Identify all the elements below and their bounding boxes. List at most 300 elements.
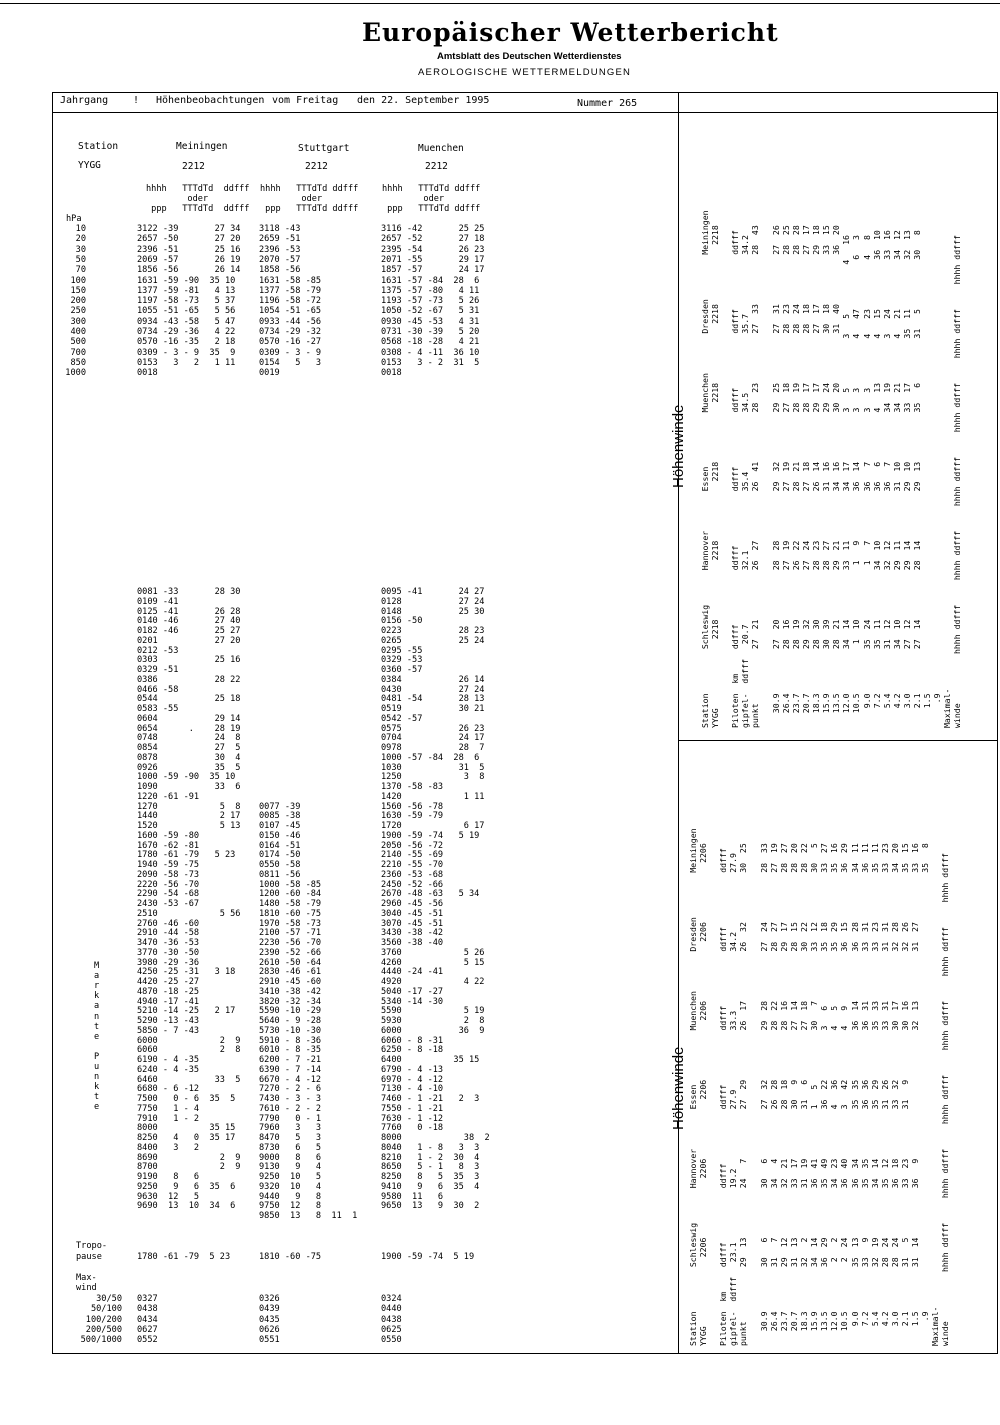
sig-row-meiningen: 1090 33 6 <box>137 782 241 792</box>
wind-row <box>761 210 771 728</box>
sig-row-meiningen: 2090 -58 -73 <box>137 869 200 880</box>
header-rule <box>52 112 998 113</box>
sig-row-stuttgart: 1480 -58 -79 <box>259 899 322 909</box>
std-cell: 2071 -55 29 17 <box>381 254 485 265</box>
std-cell: 1377 -58 -79 <box>259 285 322 296</box>
level-label: 850 <box>70 357 86 368</box>
sig-row-meiningen: 6060 2 8 <box>137 1045 241 1056</box>
markante-punkte-letter: t <box>94 1092 100 1103</box>
level-label: 10 <box>75 224 86 234</box>
wind-row: 1.5 31 14 36 9 32 13 31 27 33 16 <box>910 843 921 1346</box>
sig-row-meiningen: 0081 -33 28 30 <box>137 587 241 597</box>
header-obs: Höhenbeobachtungen <box>156 95 265 106</box>
wind-row: punkt 29 13 24 7 27 29 26 17 26 32 30 25 <box>738 843 749 1346</box>
std-cell: 3122 -39 27 34 <box>137 224 241 234</box>
wind-row: 23.7 28 19 26 22 28 21 28 19 28 24 28 28 <box>790 225 801 728</box>
sig-row-muenchen: 0481 -54 28 13 <box>381 694 485 705</box>
sig-row-meiningen: 8400 3 2 <box>137 1142 200 1153</box>
header-jahrgang: Jahrgang <box>60 95 109 106</box>
hoehenwinde-lower-2206 <box>688 828 950 1346</box>
level-label: 200 <box>70 296 86 307</box>
maxwind-value: 0551 <box>259 1335 280 1346</box>
std-cell: 3116 -42 25 25 <box>381 224 485 234</box>
sig-row-meiningen: 0854 27 5 <box>137 743 241 753</box>
maxwind-level: 100/200 <box>85 1314 122 1325</box>
markante-punkte-letter: P <box>94 1051 100 1062</box>
header-mark: ! <box>133 95 140 106</box>
sig-row-muenchen: 0360 -57 <box>381 665 423 675</box>
sig-row-stuttgart: 2230 -56 -70 <box>259 938 322 948</box>
sig-row-muenchen: 0384 26 14 <box>381 674 485 685</box>
wind-row: 20.7 31 13 33 17 30 9 27 14 28 15 28 20 <box>788 843 799 1346</box>
sig-row-meiningen: 3980 -29 -36 <box>137 957 200 968</box>
wind-row: 2.1 27 14 28 14 29 13 35 6 31 5 30 8 <box>911 230 922 728</box>
std-cell: 1631 -57 -84 28 6 <box>381 275 480 286</box>
sig-row-muenchen: 1720 6 17 <box>381 821 485 831</box>
wind-row: winde hhhh ddfff hhhh ddfff hhhh ddfff hhhh ddfff hhhh ddfff hhhh ddfff <box>940 853 951 1346</box>
sig-row-stuttgart: 6670 - 4 -12 <box>259 1074 322 1085</box>
sig-row-meiningen: 1780 -61 -79 5 23 <box>137 850 236 861</box>
sig-row-meiningen: 0748 24 8 <box>137 733 241 744</box>
wind-row <box>720 210 730 728</box>
level-label: 50 <box>75 254 86 265</box>
maxwind-value: 0438 <box>381 1314 402 1325</box>
yygg-label: YYGG <box>78 160 101 171</box>
sig-row-muenchen: 4440 -24 -41 <box>381 967 444 978</box>
col-head-1a: hhhh TTTdTd ddfff <box>146 184 250 194</box>
sig-row-meiningen: 0878 30 4 <box>137 752 241 763</box>
hoehenwinde-upper-2218 <box>700 210 962 728</box>
col-head-3c: ppp TTTdTd ddfff <box>382 204 481 214</box>
maxwind-level: 500/1000 <box>80 1335 122 1346</box>
sig-row-muenchen: 1420 1 11 <box>381 791 485 802</box>
sig-row-meiningen: 1940 -59 -75 <box>137 860 200 870</box>
sig-row-meiningen: 9190 8 6 <box>137 1172 200 1182</box>
sig-row-stuttgart: 2390 -52 -66 <box>259 947 322 958</box>
std-cell: 2396 -51 25 16 <box>137 244 241 255</box>
std-cell: 1858 -56 <box>259 265 301 276</box>
sig-row-meiningen: 0466 -58 <box>137 684 179 695</box>
sig-row-muenchen: 0223 28 23 <box>381 626 485 636</box>
sig-row-muenchen: 5590 5 19 <box>381 1006 485 1017</box>
sig-row-meiningen: 0109 -41 <box>137 596 179 607</box>
std-cell: 0154 5 3 <box>259 357 322 368</box>
sig-row-meiningen: 2430 -53 -67 <box>137 899 200 909</box>
sig-row-muenchen: 3070 -45 -51 <box>381 918 444 929</box>
wind-row: Maximal- <box>942 688 953 728</box>
sig-row-meiningen: 1220 -61 -91 <box>137 791 200 802</box>
top-rule <box>0 3 1000 4</box>
sig-row-muenchen: 2960 -45 -56 <box>381 899 444 909</box>
markante-punkte-letter: n <box>94 1072 100 1083</box>
wind-row: 4.2 28 24 35 12 31 26 33 31 31 31 33 23 <box>879 843 890 1346</box>
sig-row-meiningen: 7910 1 - 2 <box>137 1113 200 1124</box>
sig-row-stuttgart: 1810 -60 -75 <box>259 908 322 919</box>
hpa-label: hPa <box>66 214 82 224</box>
sig-row-meiningen: 4250 -25 -31 3 18 <box>137 967 236 978</box>
markante-punkte-letter: n <box>94 1011 100 1022</box>
markante-punkte-letter: u <box>94 1062 100 1072</box>
sig-row-meiningen: 2290 -54 -68 <box>137 889 200 900</box>
wind-row: 5.4 31 12 32 12 36 7 34 19 3 24 33 16 <box>881 230 892 728</box>
sig-row-stuttgart: 1000 -58 -85 <box>259 879 322 890</box>
sig-row-meiningen: 0654 . 28 19 <box>137 723 241 734</box>
level-label: 500 <box>70 337 86 348</box>
wind-row: YYGG 2218 2218 2218 2218 2218 2218 <box>710 225 721 728</box>
sig-row-meiningen: 0201 27 20 <box>137 635 241 646</box>
sig-row-meiningen: 6460 33 5 <box>137 1074 241 1085</box>
col-head-3b: oder <box>382 194 445 204</box>
std-cell: 2657 -50 27 20 <box>137 234 241 245</box>
sig-row-muenchen: 8210 1 - 2 30 4 <box>381 1152 480 1163</box>
sig-row-muenchen: 7630 - 1 -12 <box>381 1113 444 1124</box>
maxwind-level: 200/500 <box>85 1324 122 1335</box>
std-cell: 1193 -57 -73 5 26 <box>381 296 480 307</box>
markante-punkte-letter: e <box>94 1102 100 1113</box>
sig-row-muenchen: 0978 28 7 <box>381 743 485 753</box>
sig-row-muenchen: 0095 -41 24 27 <box>381 587 485 597</box>
sig-row-muenchen: 0575 26 23 <box>381 723 485 734</box>
wind-row: 2.1 31 5 33 23 31 9 30 16 32 26 35 15 <box>899 843 910 1346</box>
maxwind-value: 0434 <box>137 1314 158 1325</box>
sig-row-muenchen: 4920 4 22 <box>381 977 485 987</box>
std-cell: 0734 -29 -32 <box>259 327 322 337</box>
level-label: 250 <box>70 306 86 317</box>
sig-row-muenchen: 1560 -56 -78 <box>381 801 444 812</box>
sig-row-stuttgart: 9250 10 5 <box>259 1172 322 1182</box>
sig-row-stuttgart: 9440 9 8 <box>259 1191 322 1202</box>
maxwind-value: 0625 <box>381 1324 402 1335</box>
sig-row-muenchen: 1250 3 8 <box>381 772 485 783</box>
std-cell: 1631 -59 -90 35 10 <box>137 275 236 286</box>
std-cell: 1054 -51 -65 <box>259 306 322 317</box>
sig-row-stuttgart: 7270 - 2 - 6 <box>259 1084 322 1095</box>
sig-row-muenchen: 1000 -57 -84 28 6 <box>381 752 480 763</box>
col-head-1b: oder <box>146 194 209 204</box>
level-label: 30 <box>75 244 86 255</box>
sig-row-stuttgart: 0174 -50 <box>259 850 301 861</box>
sig-row-muenchen: 2360 -53 -68 <box>381 869 444 880</box>
maxwind-value: 0439 <box>259 1304 280 1315</box>
sig-row-meiningen: 2910 -44 -58 <box>137 928 200 939</box>
sig-row-stuttgart: 0077 -39 <box>259 801 301 812</box>
sig-row-muenchen: 2050 -56 -72 <box>381 840 444 851</box>
sig-row-muenchen: 5040 -17 -27 <box>381 986 444 997</box>
wind-row: 10.5 1 10 1 9 36 14 3 3 4 47 6 3 <box>851 235 862 728</box>
sig-row-muenchen: 6250 - 8 -18 <box>381 1045 444 1056</box>
std-cell: 0734 -29 -36 4 22 <box>137 327 236 337</box>
wind-row: 3.0 27 12 29 14 29 10 33 17 35 11 32 13 <box>901 230 912 728</box>
maxwind-value: 0550 <box>381 1335 402 1346</box>
sig-row-muenchen: 1630 -59 -79 <box>381 811 444 822</box>
sig-row-muenchen: 0430 27 24 <box>381 684 485 695</box>
sig-row-muenchen: 2670 -48 -63 5 34 <box>381 889 480 900</box>
markante-punkte-letter: e <box>94 1031 100 1042</box>
maxwind-level: 30/50 <box>96 1294 122 1304</box>
sig-row-stuttgart: 9000 8 6 <box>259 1152 322 1163</box>
col-head-2b: oder <box>260 194 323 204</box>
sig-row-stuttgart: 3410 -38 -42 <box>259 986 322 997</box>
sig-row-stuttgart: 1970 -58 -73 <box>259 918 322 929</box>
sig-row-meiningen: 7500 0 - 6 35 5 <box>137 1094 236 1104</box>
station-yygg-1: 2212 <box>182 161 205 172</box>
level-label: 150 <box>70 285 86 296</box>
station-yygg-2: 2212 <box>305 161 328 172</box>
maxwind-value: 0327 <box>137 1294 158 1304</box>
sig-row-meiningen: 6000 2 9 <box>137 1035 241 1046</box>
sig-row-muenchen: 4260 5 15 <box>381 957 485 968</box>
sig-row-muenchen: 3040 -45 -51 <box>381 908 444 919</box>
sig-row-stuttgart: 9850 13 8 11 1 <box>259 1211 358 1221</box>
col-head-2c: ppp TTTdTd ddfff <box>260 204 359 214</box>
header-vom: vom Freitag <box>272 95 339 106</box>
wind-row: 20.7 29 32 27 24 27 18 28 17 28 18 27 17 <box>800 225 811 728</box>
sig-row-stuttgart: 9130 9 4 <box>259 1162 322 1173</box>
sig-row-muenchen: 8650 5 - 1 8 3 <box>381 1162 480 1173</box>
std-cell: 1856 -56 26 14 <box>137 265 241 276</box>
std-cell: 0570 -16 -27 <box>259 337 322 348</box>
sig-row-muenchen: 9650 13 9 30 2 <box>381 1201 480 1212</box>
std-cell: 0570 -16 -35 2 18 <box>137 337 236 348</box>
sig-row-meiningen: 1520 5 13 <box>137 821 241 831</box>
std-cell: 0731 -30 -39 5 20 <box>381 327 480 337</box>
sig-row-muenchen: 7760 0 -18 <box>381 1123 444 1134</box>
sig-row-meiningen: 6680 - 6 -12 <box>137 1084 200 1095</box>
sig-row-stuttgart: 0550 -58 <box>259 860 301 870</box>
col-head-3a: hhhh TTTdTd ddfff <box>382 184 481 194</box>
markante-punkte-letter: k <box>94 991 100 1002</box>
std-cell: 3118 -43 <box>259 224 301 234</box>
sig-row-stuttgart: 2830 -46 -61 <box>259 967 322 978</box>
sig-row-meiningen: 9630 12 5 <box>137 1191 200 1202</box>
std-cell: 1055 -51 -65 5 56 <box>137 306 236 317</box>
sig-row-meiningen: 1670 -62 -81 <box>137 840 200 851</box>
sig-row-muenchen: 5340 -14 -30 <box>381 996 444 1007</box>
markante-punkte-letter: r <box>94 981 100 992</box>
sig-row-meiningen: 5290 -13 -43 <box>137 1016 200 1026</box>
sig-row-meiningen: 0583 -55 <box>137 704 179 714</box>
sig-row-meiningen: 0182 -46 25 27 <box>137 626 241 636</box>
std-cell: 0934 -43 -58 5 47 <box>137 316 236 327</box>
level-label: 100 <box>70 275 86 286</box>
std-cell: 0308 - 4 -11 36 10 <box>381 347 480 358</box>
sig-row-stuttgart: 0811 -56 <box>259 869 301 880</box>
std-cell: 2395 -54 26 23 <box>381 244 485 255</box>
wind-row: punkt 27 21 26 27 26 41 28 23 27 33 28 43 <box>750 225 761 728</box>
sig-row-muenchen: 7130 - 4 -10 <box>381 1084 444 1095</box>
wind-row: 1.5 <box>922 693 933 728</box>
wind-row: gipfel- ddfff 20.7 32.1 35.4 34.5 35.7 34.2 <box>740 235 751 728</box>
std-cell: 0153 3 2 1 11 <box>137 357 236 368</box>
page-title: Europäischer Wetterbericht <box>362 18 779 47</box>
header-number: Nummer 265 <box>577 98 638 109</box>
sig-row-muenchen: 3760 5 26 <box>381 947 485 958</box>
sig-row-muenchen: 0329 -53 <box>381 655 423 666</box>
level-label: 1000 <box>65 368 86 379</box>
sig-row-muenchen: 1900 -59 -74 5 19 <box>381 830 480 841</box>
wind-row: 5.4 32 19 34 14 35 29 35 33 33 23 35 11 <box>869 843 880 1346</box>
wind-row: YYGG 2206 2206 2206 2206 2206 2206 <box>698 843 709 1346</box>
sig-row-stuttgart: 7960 3 3 <box>259 1123 322 1134</box>
col-head-1c: ppp TTTdTd ddfff <box>146 204 250 214</box>
std-cell: 1196 -58 -72 <box>259 296 322 307</box>
std-cell: 2069 -57 26 19 <box>137 254 241 265</box>
header-date: den 22. September 1995 <box>357 95 490 106</box>
sig-row-muenchen: 9410 9 6 35 4 <box>381 1181 480 1192</box>
maxwind-value: 0440 <box>381 1304 402 1315</box>
section-title: AEROLOGISCHE WETTERMELDUNGEN <box>418 67 632 78</box>
sig-row-meiningen: 0544 25 18 <box>137 694 241 705</box>
sig-row-muenchen: 3430 -38 -42 <box>381 928 444 939</box>
sig-row-stuttgart: 2100 -57 -71 <box>259 928 322 939</box>
markante-punkte-letter: t <box>94 1021 100 1032</box>
std-cell: 1857 -57 24 17 <box>381 265 485 276</box>
sig-row-stuttgart: 8730 6 5 <box>259 1142 322 1153</box>
station-name-1: Meiningen <box>176 141 228 152</box>
sig-row-stuttgart: 3820 -32 -34 <box>259 996 322 1007</box>
sig-row-meiningen: 4940 -17 -41 <box>137 996 200 1007</box>
sig-row-meiningen: 6190 - 4 -35 <box>137 1055 200 1065</box>
std-cell: 0018 <box>137 368 158 379</box>
hoehenwinde-title-lower: Höhenwinde <box>670 1046 687 1130</box>
std-cell: 0933 -44 -56 <box>259 316 322 327</box>
sig-row-muenchen: 7550 - 1 -21 <box>381 1103 444 1114</box>
std-cell: 0309 - 3 - 9 35 9 <box>137 347 236 358</box>
wind-row: Piloten km ddfff ddfff ddfff ddfff ddfff ddfff <box>718 848 729 1346</box>
wind-row: 23.7 29 12 32 21 28 18 28 16 29 17 28 27 <box>778 843 789 1346</box>
sig-row-muenchen: 9580 11 6 <box>381 1191 444 1202</box>
page-subtitle: Amtsblatt des Deutschen Wetterdienstes <box>437 51 622 62</box>
wind-row: .9 35 8 <box>920 843 931 1346</box>
sig-row-meiningen: 0604 29 14 <box>137 713 241 724</box>
sig-row-muenchen: 5930 2 8 <box>381 1016 485 1026</box>
sig-row-muenchen: 7460 - 1 -21 2 3 <box>381 1094 480 1104</box>
std-cell: 0019 <box>259 368 280 379</box>
sig-row-stuttgart: 0164 -51 <box>259 840 301 851</box>
wind-row: 12.0 34 14 33 11 34 17 3 5 3 5 4 16 <box>841 235 852 728</box>
wind-row: gipfel- ddfff 23.1 19.2 27.9 33.3 34.2 27.9 <box>728 853 739 1346</box>
sig-row-meiningen: 8700 2 9 <box>137 1162 241 1173</box>
wind-row: 10.5 2 24 36 40 3 42 4 9 36 15 36 29 <box>839 843 850 1346</box>
sig-row-meiningen: 4420 -25 -27 <box>137 977 200 987</box>
sig-row-muenchen: 0704 24 17 <box>381 733 485 744</box>
sig-row-stuttgart: 6390 - 7 -14 <box>259 1064 322 1075</box>
sig-row-meiningen: 0303 25 16 <box>137 655 241 666</box>
level-label: 400 <box>70 327 86 337</box>
maxwind-value: 0552 <box>137 1335 158 1346</box>
wind-row: Piloten km ddfff ddfff ddfff ddfff ddfff ddfff <box>730 230 741 728</box>
sig-row-meiningen: 3770 -30 -50 <box>137 947 200 958</box>
sig-row-stuttgart: 5590 -10 -29 <box>259 1006 322 1017</box>
wind-row: .9 <box>932 693 943 728</box>
std-cell: 2657 -52 27 18 <box>381 234 485 245</box>
std-cell: 0930 -45 -53 4 31 <box>381 316 480 327</box>
sig-row-meiningen: 1600 -59 -80 <box>137 830 200 841</box>
std-cell: 2659 -51 <box>259 234 301 245</box>
sig-row-muenchen: 0542 -57 <box>381 713 423 724</box>
wind-row: Station Schleswig Hannover Essen Muenchen Dresden Meiningen <box>688 828 698 1346</box>
tropopause-value: 1810 -60 -75 <box>259 1252 322 1262</box>
markante-punkte-letter: a <box>94 1001 100 1012</box>
std-cell: 1631 -58 -85 <box>259 275 322 286</box>
level-label: 20 <box>75 234 86 245</box>
wind-row: 9.0 35 24 1 7 36 7 3 3 4 23 4 8 <box>861 235 872 728</box>
sig-row-muenchen: 8000 38 2 <box>381 1133 490 1143</box>
station-name-3: Muenchen <box>418 143 464 154</box>
sig-row-muenchen: 8250 8 5 35 3 <box>381 1172 480 1182</box>
sig-row-meiningen: 2510 5 56 <box>137 908 241 919</box>
sig-row-muenchen: 3560 -38 -40 <box>381 938 444 948</box>
wind-row: 26.4 28 16 27 19 27 19 27 18 28 23 28 25 <box>780 225 791 728</box>
sig-row-muenchen: 6060 - 8 -31 <box>381 1035 444 1046</box>
tropopause-value: 1900 -59 -74 5 19 <box>381 1252 475 1262</box>
sig-row-stuttgart: 9750 12 8 <box>259 1201 322 1212</box>
maxwind-value: 0627 <box>137 1324 158 1335</box>
sig-row-meiningen: 8250 4 0 35 17 <box>137 1133 236 1143</box>
wind-row: 9.0 35 13 36 34 35 35 36 14 36 28 34 11 <box>849 843 860 1346</box>
sig-row-meiningen: 0140 -46 27 40 <box>137 616 241 627</box>
std-cell: 0018 <box>381 368 402 379</box>
sig-row-meiningen: 0329 -51 <box>137 665 179 675</box>
tropopause-label: pause <box>76 1251 102 1262</box>
wind-row: 26.4 31 7 34 4 26 28 28 22 28 27 27 19 <box>768 843 779 1346</box>
wind-row <box>708 828 718 1346</box>
wind-row: 30.9 27 20 28 28 29 32 29 25 27 31 27 26 <box>770 225 781 728</box>
wind-row: 3.0 28 24 36 18 33 32 30 17 32 28 34 20 <box>889 843 900 1346</box>
sig-row-muenchen: 6400 35 15 <box>381 1055 480 1065</box>
std-cell: 1377 -59 -81 4 13 <box>137 285 236 296</box>
sig-row-meiningen: 9250 9 6 35 6 <box>137 1181 236 1192</box>
maxwind-value: 0324 <box>381 1294 402 1304</box>
sig-row-meiningen: 2220 -56 -70 <box>137 879 200 890</box>
sig-row-stuttgart: 0085 -38 <box>259 811 301 822</box>
std-cell: 0153 3 - 2 31 5 <box>381 357 480 368</box>
sig-row-muenchen: 0156 -50 <box>381 616 423 627</box>
wind-row: 15.9 30 39 28 27 31 16 29 24 30 18 33 15 <box>821 225 832 728</box>
level-label: 70 <box>75 265 86 276</box>
wind-row: 15.9 34 14 36 41 1 5 30 7 33 12 30 5 <box>809 843 820 1346</box>
sig-row-muenchen: 6000 36 9 <box>381 1025 485 1036</box>
column-divider <box>678 92 679 1354</box>
maxwind-level: 50/100 <box>90 1304 122 1315</box>
sig-row-meiningen: 8000 35 15 <box>137 1123 236 1134</box>
sig-row-muenchen: 2140 -55 -69 <box>381 850 444 861</box>
markante-punkte-letter: k <box>94 1082 100 1093</box>
maxwind-value: 0438 <box>137 1304 158 1315</box>
tropopause-value: 1780 -61 -79 5 23 <box>137 1252 231 1262</box>
sig-row-muenchen: 6790 - 4 -13 <box>381 1064 444 1075</box>
sig-row-stuttgart: 7430 - 3 - 3 <box>259 1094 322 1104</box>
sig-row-muenchen: 6970 - 4 -12 <box>381 1074 444 1085</box>
sig-row-meiningen: 8690 2 9 <box>137 1152 241 1163</box>
sig-row-stuttgart: 6200 - 7 -21 <box>259 1055 322 1065</box>
sig-row-muenchen: 2450 -52 -66 <box>381 879 444 890</box>
sig-row-muenchen: 1030 31 5 <box>381 762 485 773</box>
sig-row-stuttgart: 9320 10 4 <box>259 1181 322 1192</box>
maxwind-value: 0626 <box>259 1324 280 1335</box>
sig-row-muenchen: 0128 27 24 <box>381 596 485 607</box>
sig-row-stuttgart: 0107 -45 <box>259 821 301 831</box>
std-cell: 0309 - 3 - 9 <box>259 347 322 358</box>
sig-row-stuttgart: 6010 - 8 -35 <box>259 1045 322 1056</box>
sig-row-meiningen: 3470 -36 -53 <box>137 938 200 948</box>
std-cell: 1375 -57 -80 4 11 <box>381 285 480 296</box>
station-yygg-3: 2212 <box>425 161 448 172</box>
sig-row-stuttgart: 2910 -45 -60 <box>259 977 322 987</box>
std-cell: 1197 -58 -73 5 37 <box>137 296 236 307</box>
maxwind-label: wind <box>76 1283 97 1294</box>
wind-row: 18.3 32 2 31 19 31 6 27 18 30 22 28 22 <box>799 843 810 1346</box>
